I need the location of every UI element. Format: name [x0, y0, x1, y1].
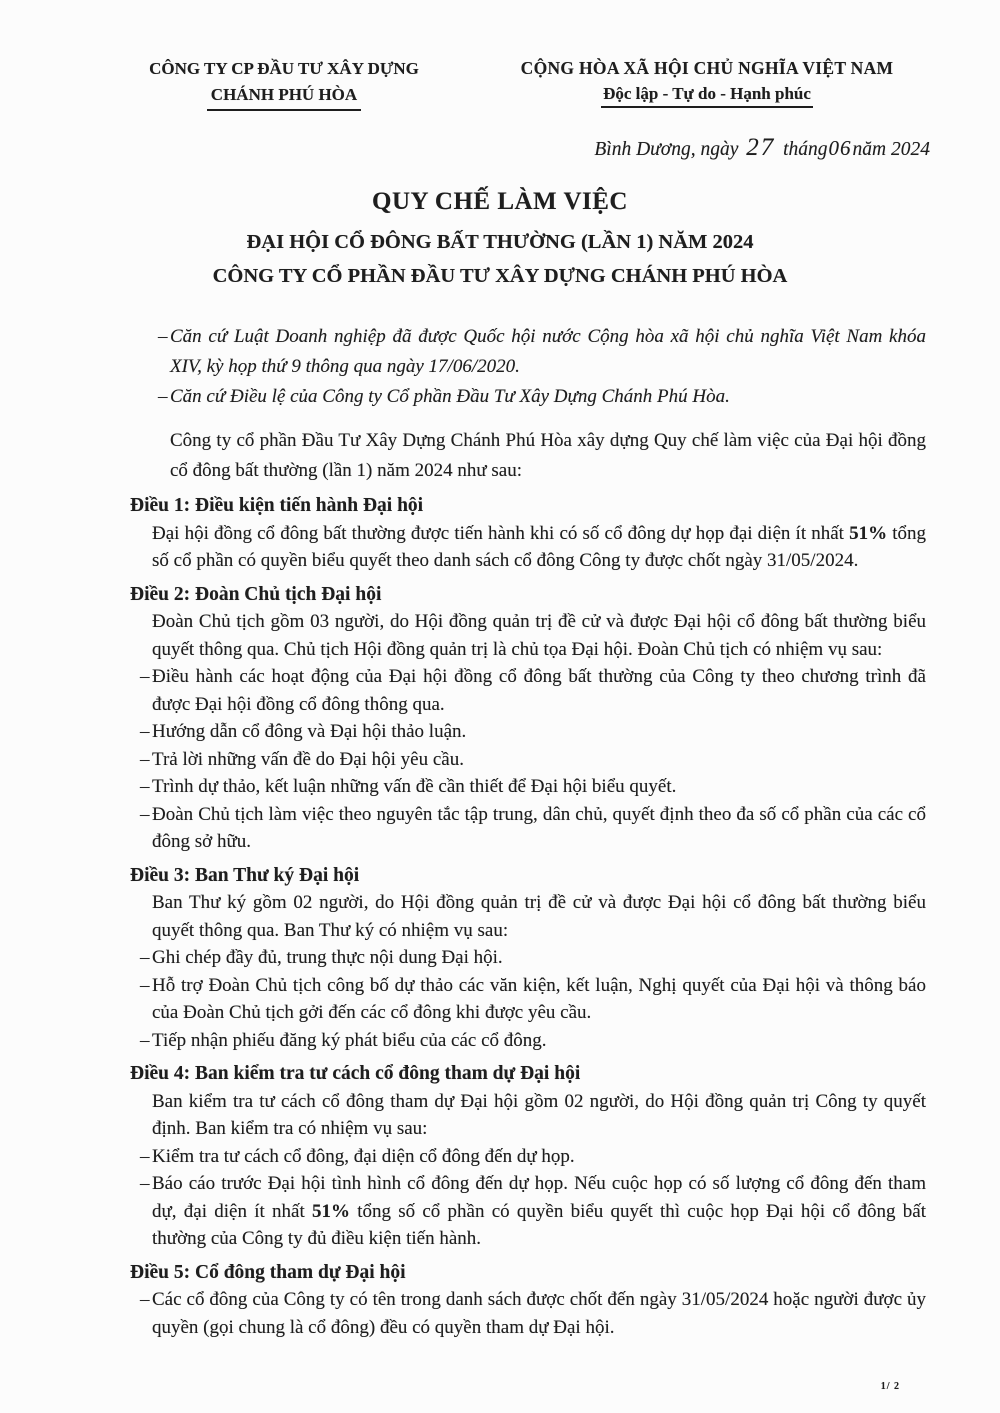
- date-line: [484, 134, 930, 162]
- preamble-item-text: Căn cứ Điều lệ của Công ty Cổ phần Đầu Tư Xây Dựng Chánh Phú Hòa.: [170, 386, 730, 407]
- article-item: [130, 718, 926, 746]
- dash-marker: –: [140, 1289, 150, 1310]
- company-name-line2: CHÁNH PHÚ HÒA: [116, 82, 452, 111]
- article-item-text: Đoàn Chủ tịch làm việc theo nguyên tắc tập trung, dân chủ, quyết định theo đa số cổ phần của các cổ đông sở hữu.: [152, 803, 926, 852]
- dash-marker: –: [140, 666, 150, 687]
- document-header: [0, 0, 1000, 162]
- dash-marker: –: [140, 1145, 150, 1167]
- document-title: QUY CHẾ LÀM VIỆC: [372, 188, 628, 215]
- national-motto-line1: CỘNG HÒA XÃ HỘI CHỦ NGHĨA VIỆT NAM: [520, 58, 894, 78]
- article-item-text: Báo cáo trước Đại hội tình hình cổ đông đến dự họp. Nếu cuộc họp có số lượng cổ đông đến tham dự, đại diện ít nhất 51% tổng số cổ phần có quyền biểu quyết thì cuộc họp Đại hội cổ đông bất thường của Công ty đủ điều kiện tiến hành.: [152, 1173, 926, 1249]
- article: [130, 1060, 926, 1253]
- date-place: Bình Dương, ngày: [594, 139, 739, 160]
- article-item-text: Trả lời những vấn đề do Đại hội yêu cầu.: [152, 748, 464, 770]
- article: [130, 581, 926, 856]
- document-subtitle-2: CÔNG TY CỔ PHẦN ĐẦU TƯ XÂY DỰNG CHÁNH PHÚ HÒA: [212, 265, 788, 287]
- date-month-label: tháng: [783, 139, 828, 160]
- dash-marker: –: [140, 803, 150, 825]
- article-item: [130, 663, 926, 718]
- document-body: [130, 322, 926, 1341]
- article-paragraph: Đoàn Chủ tịch gồm 03 người, do Hội đồng quản trị đề cử và được Đại hội cổ đông bất thường biểu quyết thông qua. Chủ tịch Hội đồng quản trị là chủ tọa Đại hội. Đoàn Chủ tịch có nhiệm vụ sau:: [152, 611, 926, 660]
- dash-marker: –: [140, 776, 150, 797]
- article-item-text: Tiếp nhận phiếu đăng ký phát biểu của các cổ đông.: [152, 1029, 547, 1051]
- article-item: [130, 1027, 926, 1055]
- article-heading: Điều 2: Đoàn Chủ tịch Đại hội: [130, 583, 382, 605]
- article-item-text: Trình dự thảo, kết luận những vấn đề cần thiết để Đại hội biểu quyết.: [152, 776, 677, 797]
- national-header-block: [484, 56, 930, 162]
- article-paragraph: Ban Thư ký gồm 02 người, do Hội đồng quản trị đề cử và được Đại hội cổ đông bất thường biểu quyết thông qua. Ban Thư ký có nhiệm vụ sau:: [152, 892, 926, 941]
- dash-marker: –: [140, 748, 150, 770]
- dash-marker: –: [140, 1173, 150, 1194]
- article-item-text: Hướng dẫn cổ đông và Đại hội thảo luận.: [152, 721, 467, 742]
- articles-section: [130, 492, 926, 1341]
- article-item: [130, 801, 926, 856]
- article-heading: Điều 3: Ban Thư ký Đại hội: [130, 864, 360, 886]
- company-block: [116, 56, 452, 162]
- article-item-text: Điều hành các hoạt động của Đại hội đồng cổ đông bất thường của Công ty theo chương trình đã được Đại hội đồng cổ đông thông qua.: [152, 666, 926, 715]
- dash-marker: –: [158, 386, 168, 407]
- article-item: [130, 746, 926, 774]
- document-subtitle-1: ĐẠI HỘI CỔ ĐÔNG BẤT THƯỜNG (LẦN 1) NĂM 2024: [246, 231, 754, 253]
- article-item: [130, 1170, 926, 1253]
- article-item-text: Các cổ đông của Công ty có tên trong danh sách được chốt đến ngày 31/05/2024 hoặc người được ủy quyền (gọi chung là cổ đông) đều có quyền tham dự Đại hội.: [152, 1289, 926, 1338]
- article-item: [130, 1143, 926, 1171]
- article-item: [130, 972, 926, 1027]
- article-paragraph: Đại hội đồng cổ đông bất thường được tiến hành khi có số cổ đông dự họp đại diện ít nhất 51% tổng số cổ phần có quyền biểu quyết theo danh sách cổ đông Công ty được chốt ngày 31/05/2024.: [152, 522, 926, 571]
- intro-paragraph: Công ty cổ phần Đầu Tư Xây Dựng Chánh Phú Hòa xây dựng Quy chế làm việc của Đại hội đồng cổ đông bất thường (lần 1) năm 2024 như sau:: [170, 430, 926, 481]
- article-paragraph: Ban kiểm tra tư cách cổ đông tham dự Đại hội gồm 02 người, do Hội đồng quản trị Công ty quyết định. Ban kiểm tra có nhiệm vụ sau:: [152, 1090, 926, 1139]
- preamble-section: [130, 322, 926, 412]
- date-month-handwritten: 06: [828, 136, 852, 160]
- article: [130, 492, 926, 575]
- document-title-block: [0, 188, 1000, 288]
- dash-marker: –: [158, 326, 168, 347]
- article: [130, 1259, 926, 1342]
- dash-marker: –: [140, 721, 150, 742]
- preamble-item-text: Căn cứ Luật Doanh nghiệp đã được Quốc hội nước Cộng hòa xã hội chủ nghĩa Việt Nam khóa XIV, kỳ họp thứ 9 thông qua ngày 17/06/2020.: [170, 326, 926, 377]
- page-number: 1/ 2: [880, 1381, 900, 1392]
- article: [130, 862, 926, 1055]
- national-motto-line2: Độc lập - Tự do - Hạnh phúc: [484, 84, 930, 108]
- article-item-text: Ghi chép đầy đủ, trung thực nội dung Đại hội.: [152, 947, 503, 968]
- article-item: [130, 944, 926, 972]
- dash-marker: –: [140, 1029, 150, 1051]
- article-item: [130, 773, 926, 801]
- preamble-item: [130, 382, 926, 412]
- preamble-item: [130, 322, 926, 382]
- article-heading: Điều 4: Ban kiểm tra tư cách cổ đông tham dự Đại hội: [130, 1063, 581, 1084]
- date-day-handwritten: 27: [746, 134, 776, 161]
- article-heading: Điều 5: Cổ đông tham dự Đại hội: [130, 1261, 406, 1283]
- date-year-label: năm 2024: [852, 139, 930, 160]
- company-name-line1: CÔNG TY CP ĐẦU TƯ XÂY DỰNG: [149, 59, 419, 78]
- dash-marker: –: [140, 974, 150, 996]
- article-item-text: Hỗ trợ Đoàn Chủ tịch công bố dự thảo các văn kiện, kết luận, Nghị quyết của Đại hội và thông báo của Đoàn Chủ tịch gởi đến các cổ đông khi được yêu cầu.: [152, 974, 926, 1023]
- article-heading: Điều 1: Điều kiện tiến hành Đại hội: [130, 495, 424, 516]
- article-item: [130, 1286, 926, 1341]
- article-item-text: Kiểm tra tư cách cổ đông, đại diện cổ đông đến dự họp.: [152, 1145, 575, 1167]
- dash-marker: –: [140, 947, 150, 968]
